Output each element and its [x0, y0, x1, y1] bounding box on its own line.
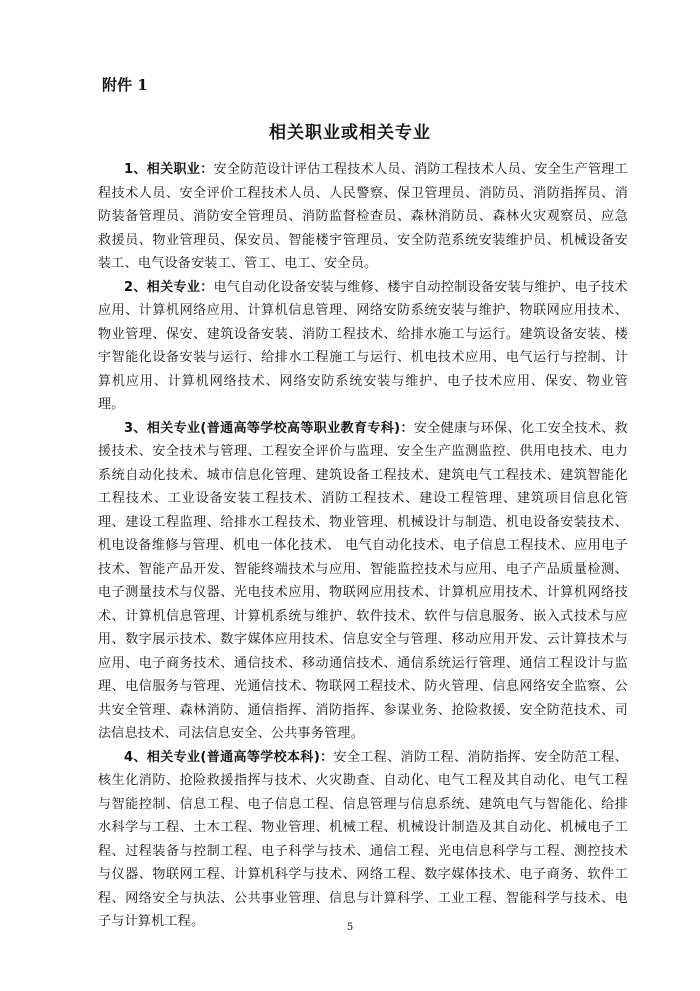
- section-heading: 2、相关专业：: [124, 279, 214, 295]
- section-occupations: [98, 158, 628, 276]
- section-heading: 1、相关职业：: [124, 162, 214, 177]
- page-title: 相关职业或相关专业: [269, 123, 431, 143]
- annex-label: 附件 1: [102, 76, 148, 94]
- section-text: 安全健康与环保、化工安全技术、救援技术、安全技术与管理、工程安全评价与监理、安全生产监测监控、供用电技术、电力系统自动化技术、城市信息化管理、建筑设备工程技术、建筑电气工程技术、建筑智能化工程技术、工业设备安装工程技术、消防工程技术、建设工程管理、建筑项目信息化管理、建设工程监理、给排水工程技术、物业管理、机械设计与制造、机电设备安装技术、机电设备维修与管理、机电一体化技术、 电气自动化技术、电子信息工程技术、应用电子技术、智能产品开发、智能终端技术与应用、智能监控技术与应用、电子产品质量检测、电子测量技术与仪器、光电技术应用、物联网应用技术、计算机应用技术、计算机网络技术、计算机信息管理、计算机系统与维护、软件技术、软件与信息服务、嵌入式技术与应用、数字展示技术、数字媒体应用技术、信息安全与管理、移动应用开发、云计算技术与应用、电子商务技术、通信技术、移动通信技术、通信系统运行管理、通信工程设计与监理、电信服务与管理、光通信技术、物联网工程技术、防火管理、信息网络安全监察、公共安全管理、森林消防、通信指挥、消防指挥、参谋业务、抢险救援、安全防范技术、司法信息技术、司法信息安全、公共事务管理。: [98, 420, 628, 741]
- section-heading: 3、相关专业(普通高等学校高等职业教育专科)：: [124, 420, 414, 436]
- section-text: 安全工程、消防工程、消防指挥、安全防范工程、核生化消防、抢险救援指挥与技术、火灾勘查、自动化、电气工程及其自动化、电气工程与智能控制、信息工程、电子信息工程、信息管理与信息系统、建筑电气与智能化、给排水科学与工程、土木工程、物业管理、机械工程、机械设计制造及其自动化、机械电子工程、过程装备与控制工程、电子科学与技术、通信工程、光电信息科学与工程、测控技术与仪器、物联网工程、计算机科学与技术、网络工程、数字媒体技术、电子商务、软件工程、网络安全与执法、公共事业管理、信息与计算科学、工业工程、智能科学与技术、电子与计算机工程。: [98, 749, 628, 929]
- section-text: 安全防范设计评估工程技术人员、消防工程技术人员、安全生产管理工程技术人员、安全评价工程技术人员、人民警察、保卫管理员、消防员、消防指挥员、消防装备管理员、消防安全管理员、消防监督检查员、森林消防员、森林火灾观察员、应急救援员、物业管理员、保安员、智能楼宇管理员、安全防范系统安装维护员、机械设备安装工、电气设备安装工、管工、电工、安全员。: [98, 162, 628, 271]
- document-body: [98, 158, 628, 934]
- section-majors-secondary: [98, 276, 628, 417]
- section-heading: 4、相关专业(普通高等学校本科)：: [124, 749, 334, 765]
- section-majors-undergraduate: [98, 746, 628, 934]
- section-majors-vocational: [98, 417, 628, 746]
- section-text: 电气自动化设备安装与维修、楼宇自动控制设备安装与维护、电子技术应用、计算机网络应用、计算机信息管理、网络安防系统安装与维护、物联网应用技术、物业管理、保安、建筑设备安装、消防工程技术、给排水施工与运行。建筑设备安装、楼宇智能化设备安装与运行、给排水工程施工与运行、机电技术应用、电气运行与控制、计算机应用、计算机网络技术、网络安防系统安装与维护、电子技术应用、保安、物业管理。: [98, 279, 628, 412]
- page-number: 5: [346, 922, 354, 933]
